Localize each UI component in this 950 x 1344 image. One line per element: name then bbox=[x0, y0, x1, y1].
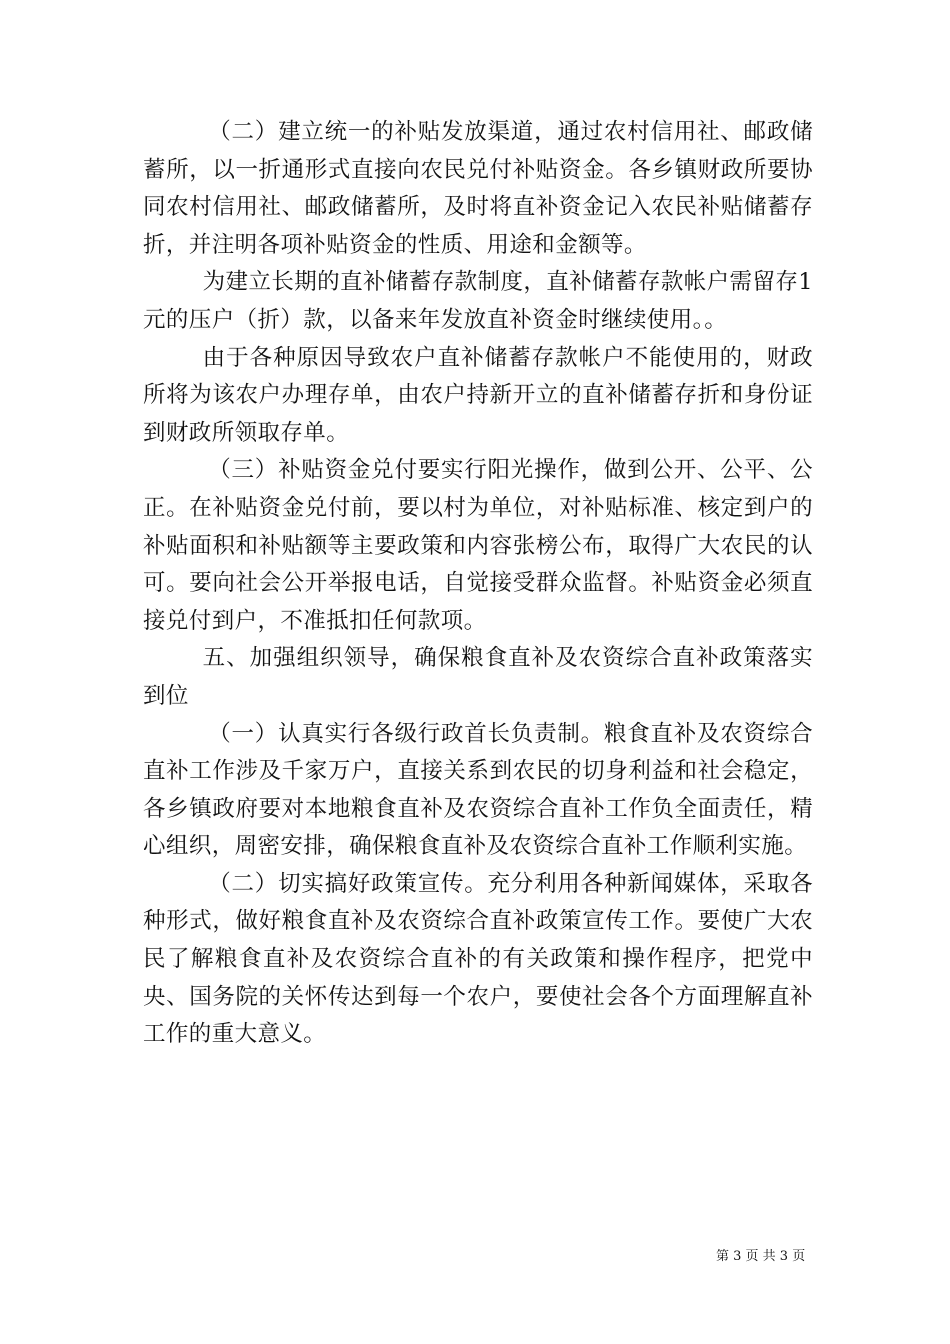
paragraph-transparency: （三）补贴资金兑付要实行阳光操作，做到公开、公平、公正。在补贴资金兑付前，要以村为单位，对补贴标准、核定到户的补贴面积和补贴额等主要政策和内容张榜公布，取得广大农民的认可。要向社会公开举报电话，自觉接受群众监督。补贴资金必须直接兑付到户，不准抵扣任何款项。 bbox=[143, 457, 813, 634]
paragraph-responsibility: （一）认真实行各级行政首长负责制。粮食直补及农资综合直补工作涉及千家万户，直接关系到农民的切身利益和社会稳定，各乡镇政府要对本地粮食直补及农资综合直补工作负全面责任，精心组织，周密安排，确保粮食直补及农资综合直补工作顺利实施。 bbox=[143, 720, 813, 860]
paragraph-deposit: 为建立长期的直补储蓄存款制度，直补储蓄存款帐户需留存1元的压户（折）款，以备来年发放直补资金时继续使用。。 bbox=[143, 269, 813, 333]
document-body bbox=[143, 114, 813, 1054]
paragraph-channel: （二）建立统一的补贴发放渠道，通过农村信用社、邮政储蓄所，以一折通形式直接向农民兑付补贴资金。各乡镇财政所要协同农村信用社、邮政储蓄所，及时将直补资金记入农民补贴储蓄存折，并注明各项补贴资金的性质、用途和金额等。 bbox=[143, 119, 813, 258]
paragraph-certificate: 由于各种原因导致农户直补储蓄存款帐户不能使用的，财政所将为该农户办理存单，由农户持新开立的直补储蓄存折和身份证到财政所领取存单。 bbox=[143, 344, 813, 446]
page-number-footer: 第 3 页 共 3 页 bbox=[716, 1249, 806, 1264]
section-heading-leadership: 五、加强组织领导，确保粮食直补及农资综合直补政策落实到位 bbox=[143, 645, 813, 709]
paragraph-publicity: （二）切实搞好政策宣传。充分利用各种新闻媒体，采取各种形式，做好粮食直补及农资综合直补政策宣传工作。要使广大农民了解粮食直补及农资综合直补的有关政策和操作程序，把党中央、国务院的关怀传达到每一个农户，要使社会各个方面理解直补工作的重大意义。 bbox=[143, 870, 813, 1048]
